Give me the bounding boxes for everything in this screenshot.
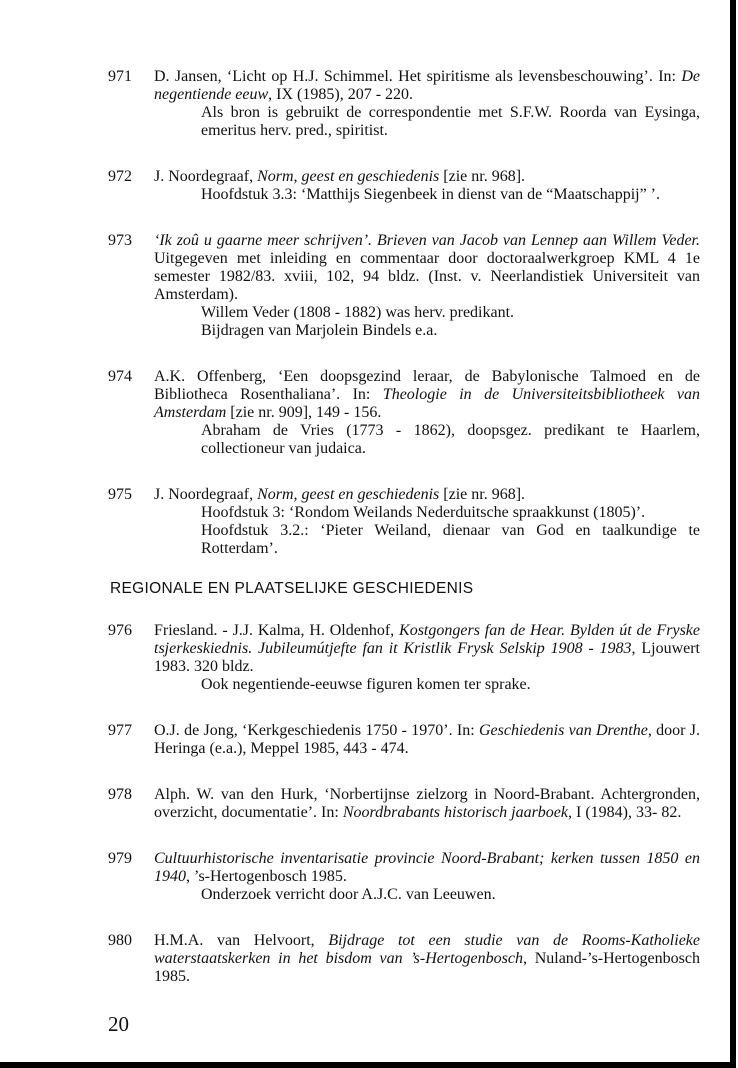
entry-number: 973	[108, 232, 132, 249]
citation-text: Friesland. - J.J. Kalma, H. Oldenhof,	[154, 622, 400, 639]
citation-text: O.J. de Jong, ‘Kerkgeschiedenis 1750 - 1970’. In:	[154, 722, 479, 739]
citation-title: ‘Ik zoû u gaarne meer schrijven’. Brieven van Jacob van Lennep aan Willem Veder.	[154, 232, 700, 249]
citation-text: , Nuland-’s-Hertogenbosch 1985.	[154, 950, 700, 985]
entry-citation	[154, 68, 700, 104]
right-border-rule	[730, 0, 736, 1064]
entry-number: 971	[108, 68, 132, 85]
entries-group-regional	[108, 622, 700, 986]
entry-note: Abraham de Vries (1773 - 1862), doopsgez. predikant te Haarlem, collectioneur van judaica.	[201, 422, 700, 457]
entry-citation	[154, 850, 700, 886]
entry-citation	[154, 932, 700, 986]
citation-title: Norm, geest en geschiedenis	[257, 168, 440, 185]
bibliography-entry	[108, 850, 700, 904]
citation-title: Norm, geest en geschiedenis	[257, 486, 440, 503]
citation-text: , Ljouwert 1983. 320 bldz.	[154, 640, 701, 675]
entry-number: 974	[108, 368, 132, 385]
citation-title: Noordbrabants historisch jaarboek	[342, 804, 569, 821]
citation-text: A.K. Offenberg, ‘Een doopsgezind leraar, de Babylonische Talmoed en de Bibliotheca Rosenthaliana’. In:	[154, 368, 700, 403]
bibliography-page	[108, 68, 700, 1014]
bibliography-entry	[108, 168, 700, 204]
citation-text: , IX (1985), 207 - 220.	[268, 86, 414, 103]
citation-text: Uitgegeven met inleiding en commentaar door doctoraalwerkgroep KML 4 1e semester 1982/83. xviii, 102, 94 bldz. (Inst. v. Neerlandistiek Universiteit van Amsterdam).	[154, 250, 700, 303]
entry-number: 980	[108, 932, 132, 949]
citation-text: H.M.A. van Helvoort,	[154, 932, 329, 949]
citation-title: Bijdrage tot een studie van de Rooms-Katholieke waterstaatskerken in het bisdom van ’s-Hertogenbosch	[154, 932, 701, 967]
entry-number: 975	[108, 486, 132, 503]
entry-citation	[154, 232, 700, 304]
entry-citation	[154, 622, 700, 676]
entry-note: Willem Veder (1808 - 1882) was herv. predikant.	[201, 304, 515, 321]
citation-text: Alph. W. van den Hurk, ‘Norbertijnse zielzorg in Noord-Brabant. Achtergronden, overzicht, documentatie’. In:	[154, 786, 700, 821]
citation-text: [zie nr. 909], 149 - 156.	[226, 404, 382, 421]
citation-title: De negentiende eeuw	[154, 68, 700, 103]
entry-note: Hoofdstuk 3: ‘Rondom Weilands Nederduitsche spraakkunst (1805)’.	[201, 504, 646, 521]
bibliography-entry	[108, 368, 700, 458]
page-number: 20	[108, 1012, 129, 1036]
entry-number: 979	[108, 850, 132, 867]
entries-group-religion	[108, 68, 700, 558]
entry-note: Bijdragen van Marjolein Bindels e.a.	[201, 322, 438, 339]
entry-citation	[154, 786, 700, 822]
entry-number: 972	[108, 168, 132, 185]
bibliography-entry	[108, 722, 700, 758]
entry-number: 978	[108, 786, 132, 803]
entry-number: 976	[108, 622, 132, 639]
citation-title: Geschiedenis van Drenthe	[479, 722, 648, 739]
citation-text: J. Noordegraaf,	[154, 168, 258, 185]
citation-title: Theologie in de Universiteitsbibliotheek van Amsterdam	[154, 386, 701, 421]
entry-note: Ook negentiende-eeuwse figuren komen ter sprake.	[201, 676, 531, 693]
entry-note: Onderzoek verricht door A.J.C. van Leeuwen.	[201, 886, 496, 903]
entry-note: Hoofdstuk 3.2.: ‘Pieter Weiland, dienaar van God en taalkundige te Rotterdam’.	[201, 522, 700, 557]
citation-text: , door J. Heringa (e.a.), Meppel 1985, 443 - 474.	[154, 722, 700, 757]
citation-title: Kostgongers fan de Hear. Bylden út de Fryske tsjerkeskiednis. Jubileumútjefte fan it Kristlik Frysk Selskip 1908 - 1983	[154, 622, 700, 657]
citation-text: [zie nr. 968].	[439, 168, 526, 185]
citation-text: J. Noordegraaf,	[154, 486, 258, 503]
bottom-border-rule	[0, 1062, 736, 1068]
bibliography-entry	[108, 232, 700, 340]
citation-text: D. Jansen, ‘Licht op H.J. Schimmel. Het spiritisme als levensbeschouwing’. In:	[154, 68, 682, 85]
bibliography-entry	[108, 622, 700, 694]
citation-text: , ’s-Hertogenbosch 1985.	[186, 868, 347, 885]
bibliography-entry	[108, 68, 700, 140]
entry-note: Als bron is gebruikt de correspondentie met S.F.W. Roorda van Eysinga, emeritus herv. pred., spiritist.	[201, 104, 700, 139]
entry-citation	[154, 722, 700, 758]
bibliography-entry	[108, 486, 700, 558]
section-heading: REGIONALE EN PLAATSELIJKE GESCHIEDENIS	[110, 580, 474, 597]
citation-text: , I (1984), 33- 82.	[568, 804, 682, 821]
bibliography-entry	[108, 786, 700, 822]
entry-number: 977	[108, 722, 132, 739]
citation-title: Cultuurhistorische inventarisatie provincie Noord-Brabant; kerken tussen 1850 en 1940	[154, 850, 700, 885]
citation-text: [zie nr. 968].	[439, 486, 526, 503]
bibliography-entry	[108, 932, 700, 986]
entry-citation	[154, 486, 700, 504]
entry-citation	[154, 368, 700, 422]
entry-citation	[154, 168, 700, 186]
entry-note: Hoofdstuk 3.3: ‘Matthijs Siegenbeek in dienst van de “Maatschappij” ’.	[201, 186, 661, 203]
